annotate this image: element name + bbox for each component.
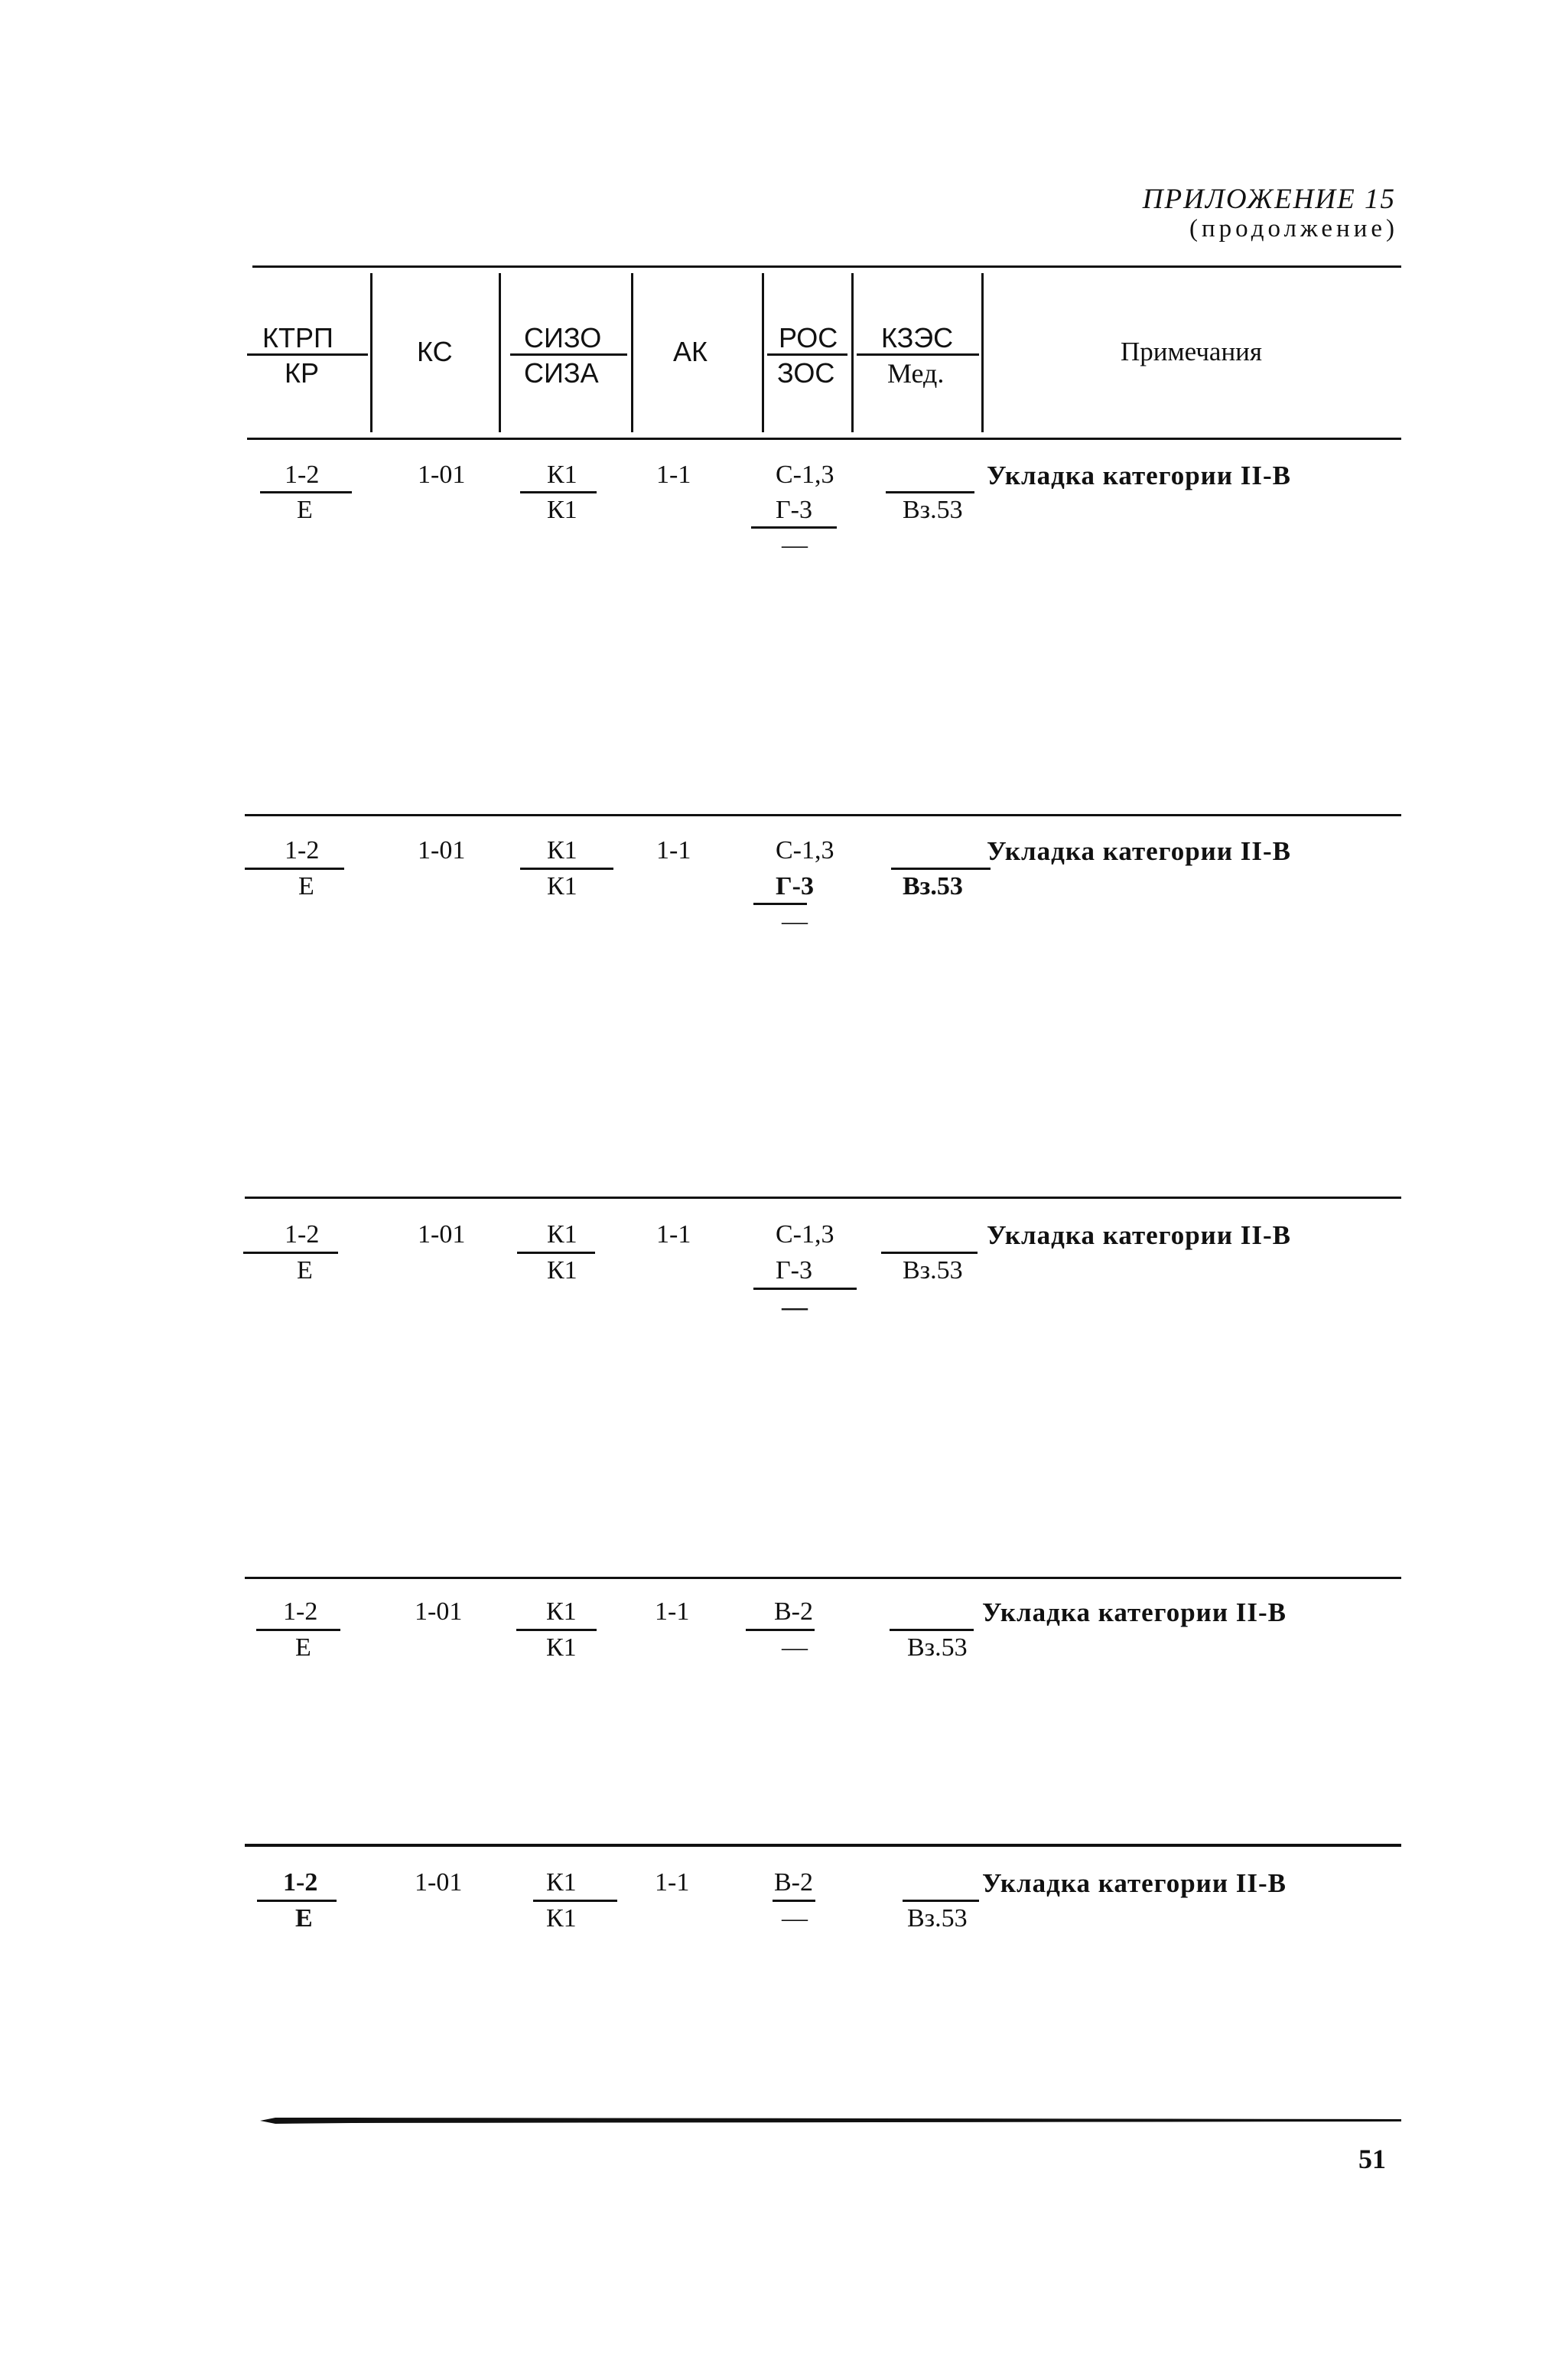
column-header-ak: АК bbox=[673, 336, 708, 367]
fraction-bar bbox=[751, 526, 837, 529]
row-separator bbox=[245, 1577, 1401, 1579]
page-number: 51 bbox=[1358, 2144, 1386, 2174]
fraction-bar bbox=[746, 1629, 815, 1631]
header-bottom-rule bbox=[247, 438, 1401, 440]
cell-med: Вз.53 bbox=[907, 1633, 968, 1662]
column-separator bbox=[981, 273, 984, 432]
cell-med: Вз.53 bbox=[903, 496, 963, 524]
column-header-siza: СИЗА bbox=[524, 357, 599, 389]
cell-ktrp: 1-2 bbox=[283, 1597, 318, 1626]
column-separator bbox=[499, 273, 501, 432]
fraction-bar bbox=[890, 1629, 974, 1631]
column-header-med: Мед. bbox=[887, 358, 945, 389]
cell-zos: — bbox=[782, 531, 808, 559]
fraction-bar bbox=[767, 353, 847, 356]
fraction-bar bbox=[881, 1252, 978, 1254]
cell-sizo: К1 bbox=[547, 836, 577, 865]
appendix-title: ПРИЛОЖЕНИЕ 15 bbox=[1142, 184, 1396, 215]
row-separator bbox=[245, 1197, 1401, 1199]
column-separator bbox=[851, 273, 854, 432]
cell-sizo: К1 bbox=[546, 1868, 577, 1897]
column-separator bbox=[762, 273, 764, 432]
cell-note: Укладка категории II-В bbox=[987, 461, 1291, 490]
cell-sizo: К1 bbox=[546, 1597, 577, 1626]
bottom-rule bbox=[260, 2116, 1401, 2125]
cell-ks: 1-01 bbox=[415, 1868, 463, 1897]
cell-zos: — bbox=[782, 1293, 808, 1321]
cell-ros: В-2 bbox=[774, 1597, 813, 1626]
row-separator bbox=[245, 1844, 1401, 1847]
column-header-ks: КС bbox=[417, 336, 453, 367]
fraction-bar bbox=[510, 353, 627, 356]
cell-ak: 1-1 bbox=[656, 1220, 691, 1249]
cell-siza: К1 bbox=[547, 496, 577, 524]
row-separator bbox=[245, 814, 1401, 816]
cell-ks: 1-01 bbox=[418, 461, 466, 489]
fraction-bar bbox=[857, 353, 979, 356]
cell-ak: 1-1 bbox=[656, 461, 691, 489]
fraction-bar bbox=[533, 1900, 617, 1902]
cell-ak: 1-1 bbox=[655, 1597, 690, 1626]
cell-ros: Г-3 bbox=[776, 872, 814, 900]
cell-ks: 1-01 bbox=[418, 836, 466, 865]
fraction-bar bbox=[256, 1629, 340, 1631]
cell-siza: К1 bbox=[547, 872, 577, 900]
cell-note: Укладка категории II-В bbox=[982, 1868, 1287, 1898]
column-header-ktrp: КТРП bbox=[262, 322, 333, 353]
cell-ros: Г-3 bbox=[776, 496, 812, 524]
cell-ak: 1-1 bbox=[655, 1868, 690, 1897]
fraction-bar bbox=[260, 491, 352, 493]
cell-med: Вз.53 bbox=[907, 1904, 968, 1933]
fraction-bar bbox=[257, 1900, 337, 1902]
column-header-kzes: КЗЭС bbox=[881, 322, 954, 353]
column-header-kr: КР bbox=[285, 357, 319, 389]
fraction-bar bbox=[520, 491, 597, 493]
column-header-zos: ЗОС bbox=[777, 357, 835, 389]
column-header-ros: РОС bbox=[779, 322, 838, 353]
fraction-bar bbox=[520, 868, 613, 870]
cell-ros: Г-3 bbox=[776, 1256, 812, 1285]
cell-siza: К1 bbox=[546, 1904, 577, 1933]
appendix-subtitle: (продолжение) bbox=[1189, 215, 1398, 243]
fraction-bar bbox=[903, 1900, 979, 1902]
cell-med: Вз.53 bbox=[903, 1256, 963, 1285]
column-header-notes: Примечания bbox=[1121, 337, 1263, 366]
cell-ros: В-2 bbox=[774, 1868, 813, 1897]
cell-kr: Е bbox=[297, 1256, 313, 1285]
cell-ktrp: 1-2 bbox=[285, 1220, 320, 1249]
cell-kr: Е bbox=[295, 1633, 311, 1662]
cell-ks: 1-01 bbox=[418, 1220, 466, 1249]
cell-ktrp: 1-2 bbox=[285, 461, 320, 489]
column-separator bbox=[631, 273, 633, 432]
cell-kr: Е bbox=[298, 872, 314, 900]
fraction-bar bbox=[753, 1288, 857, 1290]
fraction-bar bbox=[516, 1629, 597, 1631]
cell-ros: С-1,3 bbox=[776, 461, 834, 489]
fraction-bar bbox=[517, 1252, 595, 1254]
cell-kr: Е bbox=[297, 496, 313, 524]
fraction-bar bbox=[886, 491, 974, 493]
cell-ks: 1-01 bbox=[415, 1597, 463, 1626]
cell-note: Укладка категории II-В bbox=[987, 836, 1291, 866]
fraction-bar bbox=[753, 903, 807, 905]
cell-ros: С-1,3 bbox=[776, 836, 834, 865]
cell-note: Укладка категории II-В bbox=[982, 1597, 1287, 1627]
cell-zos: — bbox=[782, 1633, 808, 1662]
cell-ktrp: 1-2 bbox=[283, 1868, 318, 1897]
fraction-bar bbox=[891, 868, 991, 870]
cell-siza: К1 bbox=[546, 1633, 577, 1662]
cell-ros: С-1,3 bbox=[776, 1220, 834, 1249]
cell-zos: — bbox=[782, 1904, 808, 1933]
cell-sizo: К1 bbox=[547, 1220, 577, 1249]
cell-kr: Е bbox=[295, 1904, 313, 1933]
cell-note: Укладка категории II-В bbox=[987, 1220, 1291, 1250]
column-header-sizo: СИЗО bbox=[524, 322, 602, 353]
cell-siza: К1 bbox=[547, 1256, 577, 1285]
fraction-bar bbox=[773, 1900, 815, 1902]
column-separator bbox=[370, 273, 372, 432]
cell-zos: — bbox=[782, 907, 808, 936]
fraction-bar bbox=[243, 1252, 338, 1254]
cell-ktrp: 1-2 bbox=[285, 836, 320, 865]
fraction-bar bbox=[247, 353, 368, 356]
cell-med: Вз.53 bbox=[903, 872, 963, 900]
cell-ak: 1-1 bbox=[656, 836, 691, 865]
table-top-rule bbox=[252, 265, 1401, 268]
fraction-bar bbox=[245, 868, 344, 870]
cell-sizo: К1 bbox=[547, 461, 577, 489]
